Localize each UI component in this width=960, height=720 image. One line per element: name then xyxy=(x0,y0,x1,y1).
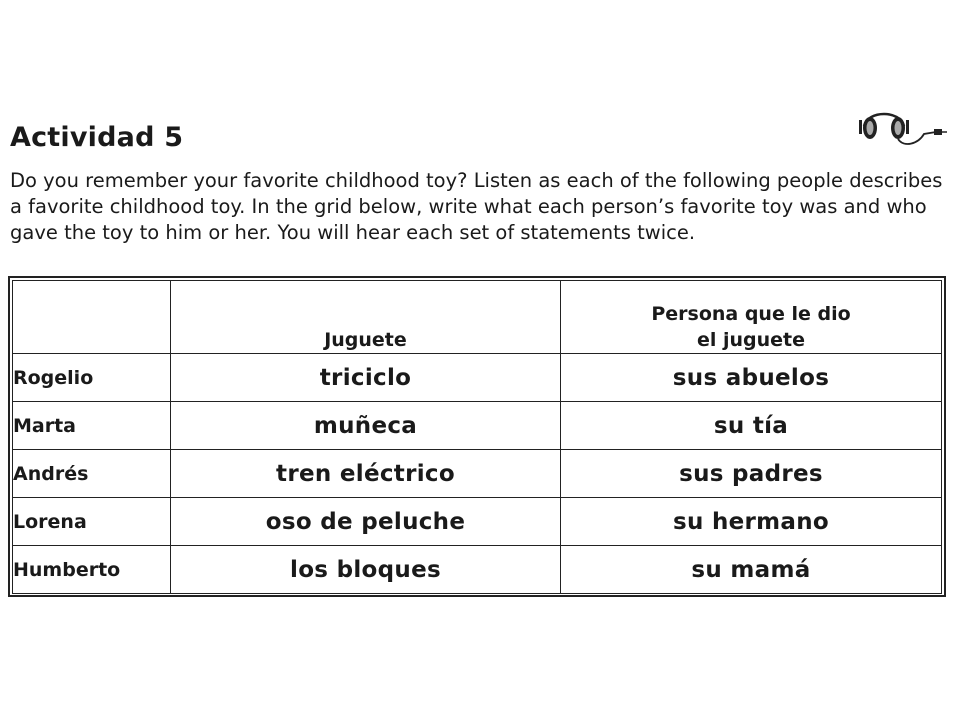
person-name: Marta xyxy=(13,402,171,450)
activity-title: Actividad 5 xyxy=(10,122,184,153)
answer-table xyxy=(12,280,942,594)
answer-grid xyxy=(8,276,946,597)
table-row xyxy=(13,402,942,450)
table-row xyxy=(13,450,942,498)
header-giver xyxy=(561,281,942,354)
header-giver-line1: Persona que le dio xyxy=(651,303,851,325)
header-toy: Juguete xyxy=(171,281,561,354)
person-name: Humberto xyxy=(13,546,171,594)
header-name xyxy=(13,281,171,354)
headphones-icon xyxy=(856,108,948,150)
giver-answer[interactable]: su mamá xyxy=(561,546,942,594)
instructions-text: Do you remember your favorite childhood toy? Listen as each of the following people describes a favorite childhood toy. In the grid below, write what each person’s favorite toy was and who gave the toy to him or her. You will hear each set of statements twice. xyxy=(10,169,943,244)
header-row xyxy=(13,281,942,354)
toy-answer[interactable]: los bloques xyxy=(171,546,561,594)
toy-answer[interactable]: triciclo xyxy=(171,354,561,402)
giver-answer[interactable]: sus padres xyxy=(561,450,942,498)
giver-answer[interactable]: su tía xyxy=(561,402,942,450)
toy-answer[interactable]: oso de peluche xyxy=(171,498,561,546)
table-row xyxy=(13,546,942,594)
person-name: Rogelio xyxy=(13,354,171,402)
giver-answer[interactable]: sus abuelos xyxy=(561,354,942,402)
table-row xyxy=(13,354,942,402)
giver-answer[interactable]: su hermano xyxy=(561,498,942,546)
toy-answer[interactable]: muñeca xyxy=(171,402,561,450)
person-name: Andrés xyxy=(13,450,171,498)
toy-answer[interactable]: tren eléctrico xyxy=(171,450,561,498)
table-row xyxy=(13,498,942,546)
person-name: Lorena xyxy=(13,498,171,546)
header-giver-line2: el juguete xyxy=(696,329,806,351)
